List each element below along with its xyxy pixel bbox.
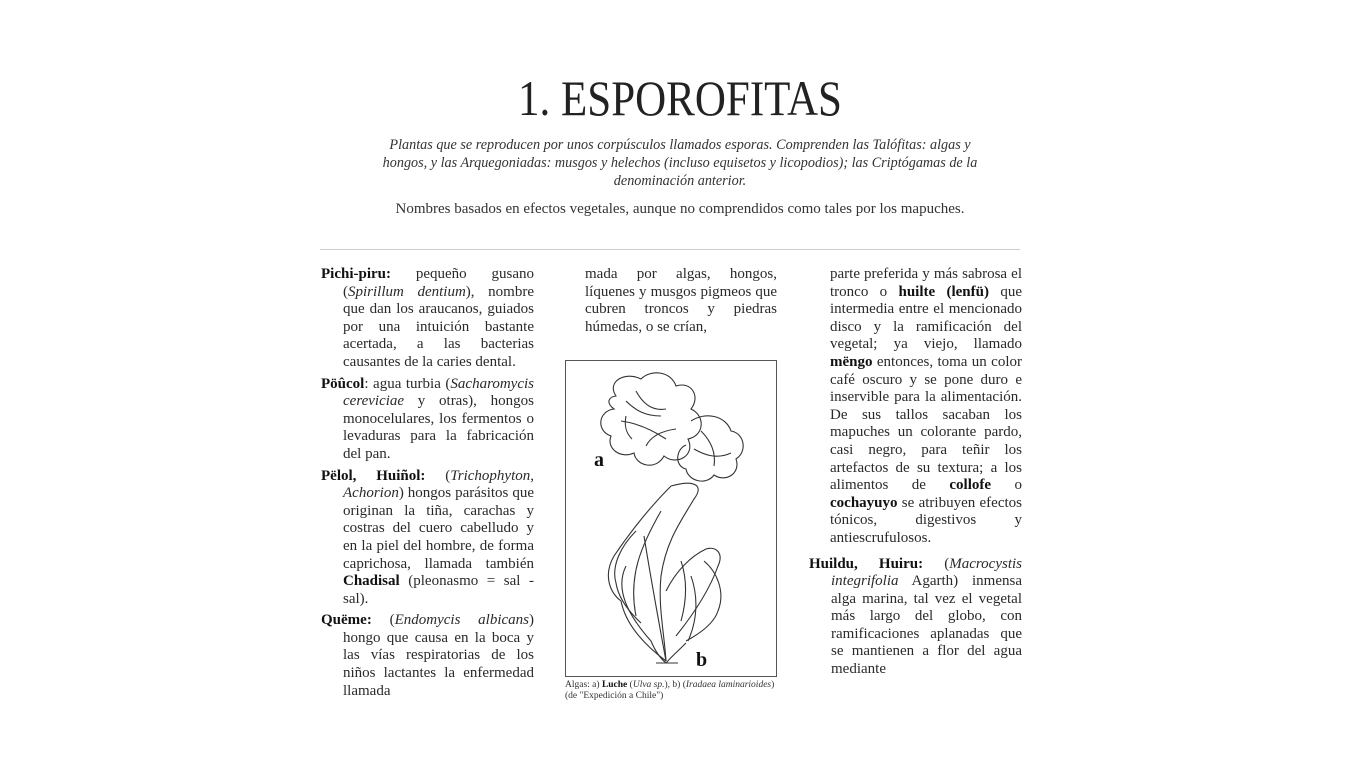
caption-scientific-name: Iradaea laminarioides xyxy=(685,680,772,690)
figure-label-b: b xyxy=(696,649,708,671)
entry-term: Pöûcol xyxy=(321,375,365,392)
entry-pichi-piru xyxy=(321,266,534,372)
entry-term: Chadisal xyxy=(343,573,400,590)
scientific-name: Spirillum dentium xyxy=(348,283,466,300)
entry-term: Huildu, Huiru: xyxy=(809,555,924,572)
column-1 xyxy=(321,266,534,704)
entry-term: Pichi-piru: xyxy=(321,266,391,282)
entry-text: ( xyxy=(371,612,395,629)
entry-term: mëngo xyxy=(830,353,873,370)
column-3-paragraph xyxy=(809,266,1022,548)
scientific-name: Sacharomycis cereviciae xyxy=(343,375,534,410)
page-title: 1. ESPOROFITAS xyxy=(518,70,842,126)
scientific-name: Trichophyton, Achorion xyxy=(343,467,535,502)
paragraph-text: entonces, toma un color café oscuro y se pone duro e inservible para la alimentación. De sus tallos sacaban los mapuches un colorante pardo, casi negro, para teñir los artefactos de su textura; a los alimentos de xyxy=(830,353,1022,494)
caption-text: Algas: a) xyxy=(565,680,602,690)
scientific-name: Macrocystis integrifolia xyxy=(831,555,1022,590)
section-divider xyxy=(320,249,1020,250)
caption-text: ( xyxy=(627,680,633,690)
entry-term: collofe xyxy=(949,477,992,494)
entry-text: y otras), hongos monocelulares, los fermentos o levaduras para la fabricación del pan. xyxy=(343,393,534,462)
entry-term: huilte (lenfü) xyxy=(898,283,989,300)
caption-term: Luche xyxy=(601,680,628,690)
entry-text: pequeño gusano ( xyxy=(343,266,534,300)
entry-text: ) hongo que causa en la boca y las vías respiratorias de los niños lactantes la enfermedad llamada xyxy=(343,612,534,699)
entry-term: cochayuyo xyxy=(830,494,898,511)
algae-drawing xyxy=(566,361,776,676)
entry-text: ) hongos parásitos que originan la tiña, carachas y costras del cuero cabelludo y en la piel del hombre, de forma caprichosa, llamada también xyxy=(343,485,534,572)
entry-text: ( xyxy=(425,467,451,484)
column-2 xyxy=(585,266,777,336)
subintro-paragraph: Nombres basados en efectos vegetales, aunque no comprendidos como tales por los mapuches. xyxy=(395,201,965,217)
entry-text: ), nombre que dan los araucanos, guiados por una intuición bastante acertada, a las bacterias causantes de la caries dental. xyxy=(343,283,534,370)
column-3 xyxy=(809,266,1022,683)
paragraph-text: o xyxy=(991,477,1022,494)
algae-illustration xyxy=(565,360,777,677)
entry-pelol-huinol xyxy=(321,468,534,609)
entry-term: Quëme: xyxy=(321,612,372,629)
caption-scientific-name: Ulva sp. xyxy=(632,680,665,690)
paragraph-text: parte preferida y más sabrosa el tronco o xyxy=(830,266,1022,300)
entry-text: ( xyxy=(923,555,950,572)
intro-paragraph: Plantas que se reproducen por unos corpúsculos llamados esporas. Comprenden las Talófitas: algas y hongos, y las Arquegoniadas: musgos y helechos (incluso equisetos y licopodios); las Criptógamas de la denominación anterior. xyxy=(382,137,978,189)
entry-text: (pleonasmo = sal - sal). xyxy=(343,573,534,607)
entry-queme xyxy=(321,612,534,700)
column-2-text: mada por algas, hongos, líquenes y musgos pigmeos que cubren troncos y piedras húmedas, o se crían, xyxy=(585,266,777,335)
scientific-name: Endomycis albicans xyxy=(394,612,529,629)
entry-text: : agua turbia ( xyxy=(364,375,451,392)
entry-huildu-huiru xyxy=(809,556,1022,679)
figure-label-a: a xyxy=(594,449,604,471)
entry-poucol xyxy=(321,376,534,464)
caption-text: ) (de "Expedición a Chile") xyxy=(565,680,775,701)
paragraph-text: se atribuyen efectos tónicos, digestivos y antiescrufulosos. xyxy=(830,494,1022,546)
paragraph-text: que intermedia entre el mencionado disco y la ramificación del vegetal; ya viejo, llamado xyxy=(830,283,1022,353)
page-crop-edge xyxy=(0,712,1366,768)
entry-term: Pëlol, Huiñol: xyxy=(321,467,426,484)
caption-text: ), b) ( xyxy=(664,680,686,690)
figure-caption xyxy=(565,680,780,702)
entry-text: Agarth) inmensa alga marina, tal vez el vegetal más largo del globo, con ramificaciones aplanadas que se mantienen a flor del agua mediante xyxy=(831,573,1022,678)
